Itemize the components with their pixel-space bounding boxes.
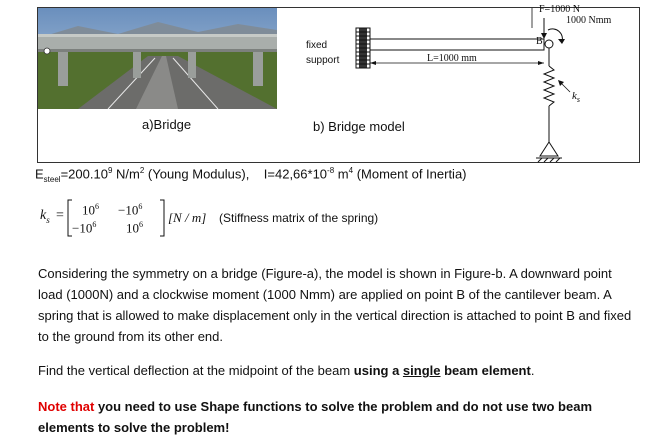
beam [370,39,544,50]
fixed-support-label: fixed support [306,40,340,66]
matrix-a12: $-10^6$ [118,202,143,218]
material-properties: $E_{steel}=200.10^9$ $N/m^2$ (Young Modulus), $I=42,66*10^{-8}$ $m^4$ (Moment of Inertia) [35,166,467,184]
matrix-description: (Stiffness matrix of the spring) [219,211,379,225]
matrix-a21: $-10^6$ [72,220,97,236]
matrix-lhs: $k_s$ [40,208,50,225]
force-label: F=1000 N [539,4,580,15]
caption-b: b) Bridge model [313,119,405,134]
matrix-equals: = [56,208,64,223]
note-text: Note that you need to use Shape functions to solve the problem and do not use two beam elements to solve the problem! [38,399,593,435]
spring-constant-label: $k_s$ [572,90,581,105]
caption-a: a)Bridge [142,117,192,132]
matrix-units: [N / m] [168,210,207,225]
bridge-photo [38,8,277,109]
fixed-support-wall [356,28,370,68]
length-label: L=1000 mm [427,53,477,64]
matrix-a22: $10^6$ [126,220,143,236]
point-b-label: B [536,36,543,47]
bridge-model-diagram [290,8,640,163]
problem-statement: Considering the symmetry on a bridge (Figure-a), the model is shown in Figure-b. A downward point load (1000N) and a clockwise moment (1000 Nmm) are applied on point B of the cantilever beam. A spring that is allowed to make displacement only in the vertical direction is attached to point B and fixed to the ground from its other end. [38,266,632,344]
spring [544,48,554,142]
question-text: Find the vertical deflection at the midpoint of the beam using a single beam element. [38,363,535,378]
moment-label: 1000 Nmm [566,15,612,26]
matrix-a11: $10^6$ [82,202,99,218]
